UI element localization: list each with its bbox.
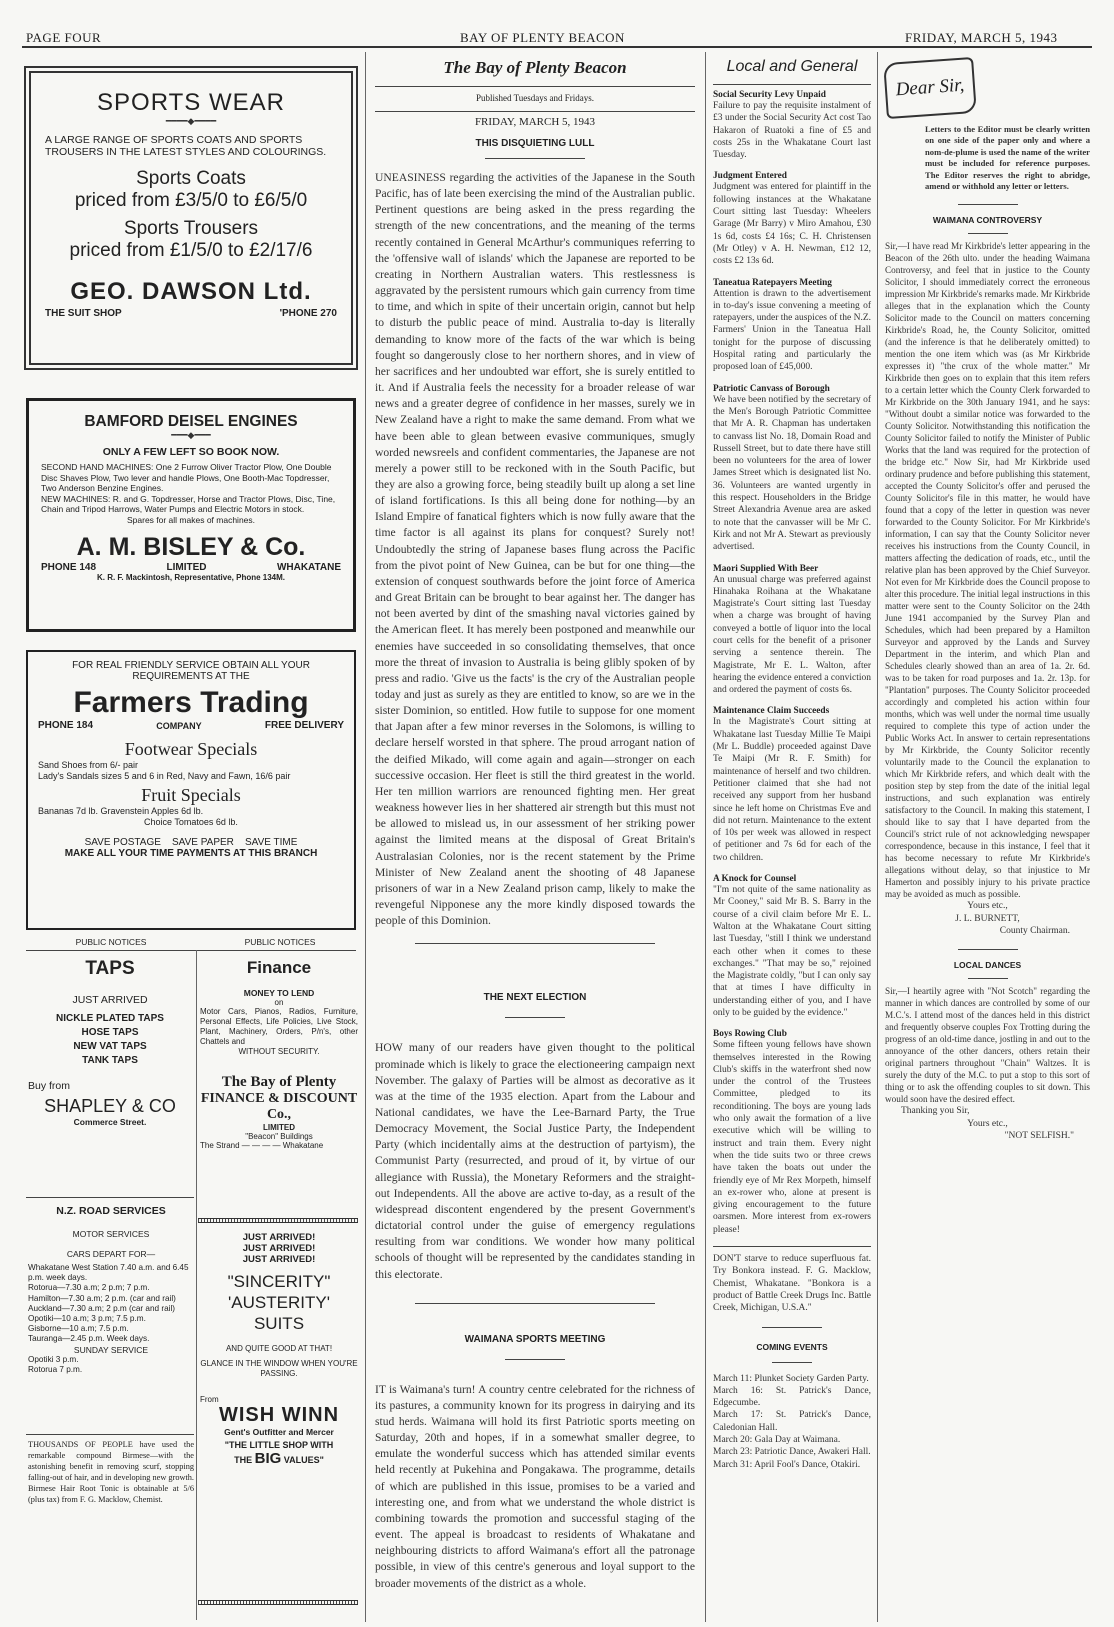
finance-firm-1: The Bay of Plenty bbox=[221, 1074, 337, 1090]
farmers-phone: PHONE 184 bbox=[38, 720, 94, 731]
cars-depart: CARS DEPART FOR— bbox=[66, 1249, 156, 1259]
footwear-heading: Footwear Specials bbox=[124, 739, 258, 759]
local-heading: Taneatua Ratepayers Meeting bbox=[713, 277, 832, 288]
winn-values: VALUES" bbox=[283, 1455, 324, 1465]
taps-line-1: NICKLE PLATED TAPS bbox=[56, 1013, 164, 1024]
local-heading: Social Security Levy Unpaid bbox=[713, 90, 826, 100]
ornament-icon: ━━━◆━━━ bbox=[171, 430, 211, 440]
coming-event: March 17: St. Patrick's Dance, Caledonian Hall. bbox=[713, 1410, 871, 1433]
taps-title: TAPS bbox=[85, 958, 135, 979]
fruit-line-1: Bananas 7d lb. Gravenstein Apples 6d lb. bbox=[38, 806, 204, 816]
local-heading: Maori Supplied With Beer bbox=[713, 563, 819, 574]
sunday-service: SUNDAY SERVICE bbox=[73, 1344, 149, 1355]
fruit-line-2: Choice Tomatoes 6d lb. bbox=[144, 816, 238, 827]
article-lull: UNEASINESS regarding the activities of the Japanese in the South Pacific, has of late been exercising the mind of the Australian public. Pertinent questions are being asked in the press regarding the strength of the new concentrations, and the meaning of the terms recently contained in General McArthur's communiques referring to the 'offensive wall of islands' which the Japanese are reported to be creating in Northern Australian waters. This restlessness is aggravated by the persistent rumours which gain currency from time to time, and which in spite of their uncertain origin, cannot but help to disturb the public peace of mind. Australia to-day is literally demanding to know more of the facts of the war which is being fought so dangerously close to her northern shores, and in view of her sacrifices and her undoubted war effort, she is surely entitled to it. And if Australia feels the necessity for a broader release of war news and a greater degree of confidence in her masses, surely we in New Zealand have a right to make the same demand. From what we have been able to glean between evasive communiques, smugly worded newsreels and confident commentaries, the Japanese are not merely a power still to be reckoned with in the South Pacific, but they are also a growing force, being steadily built up along a set line of island fortifications. Is this all being done for nothing—by an Island Empire of fanatical fighters which is now fully aware that the time factor is all against its plans for conquest? Surely not! Undoubtedly the string of Japanese bases flung across the Pacific from the pivot point of New Guinea, can be but for one thing—the extension of conquest southwards before the joint force of America and Great Britain can be brought to bear against her. The danger has not been averted by dint of the smashing naval victories gained by the American fleet. It has merely been postponed and meanwhile our enemies have succeeded in so consolidating themselves, that once more the threat of invasion to Australia is being glibly spoken of by press and radio. 'Give us the facts' is the cry of the Australian people today and just as surely as they are entitled to know, so are we in the sister Dominion, so entitled. How futile to suppose for one moment that Japan after a few minor reverses in the Solomons, is willing to declare herself worsted in that sphere. The proud arrogant nation of the deified Mikado, will come again and again—stronger on each successive occasion. Her fleet is still the third greatest in the world. Her ten million warriors are renounced fighting men. Her great weakness however lies in her shattered air strength but this must not be allowed to mislead us, in our assessment of her striking power against the limited means at the disposal of Great Britain's Australasian Colonies, nor is the recent statement by the Prime Minister of New Zealand anent the shooting of 48 Japanese prisoners of war in a New Zealand prison camp, likely to make the revengeful Nipponese any the more kindly disposed towards the people of this Dominion. bbox=[375, 171, 695, 928]
headline-waimana: WAIMANA SPORTS MEETING bbox=[464, 1333, 606, 1345]
letter-sign: J. L. BURNETT, bbox=[955, 913, 1020, 924]
austerity: 'AUSTERITY' bbox=[228, 1293, 330, 1312]
trousers-line-1: Sports Trousers bbox=[123, 218, 259, 239]
dear-sir-logo: Dear Sir, bbox=[883, 57, 977, 119]
published-line: Published Tuesdays and Fridays. bbox=[475, 93, 594, 103]
coming-event: March 31: April Fool's Dance, Otakiri. bbox=[713, 1459, 861, 1470]
local-item: We have been notified by the secretary of the Men's Borough Patriotic Committee that Mr A. R. Chapman has undertaken to canvass list No. 18, Domain Road and Russell Street, but to date there have still been no volunteers for the area of lower James Street which is designated list No. 36. Volunteers are wanted urgently in this respect. Householders in the Bridge Street Alexandria Avenue area are asked to note that the canvasser will be Mr C. Kirk and not Mr A. Stewart as previously advertised. bbox=[713, 394, 871, 553]
fruit-heading: Fruit Specials bbox=[141, 785, 241, 805]
finance-on: on bbox=[274, 998, 284, 1007]
farmers-company: COMPANY bbox=[156, 721, 202, 731]
quite-good: AND QUITE GOOD AT THAT! bbox=[225, 1344, 333, 1353]
article-election: HOW many of our readers have given thought to the political prominade which is likely to grace the electioneering campaign next November. The galaxy of Parties will be almost as decorative as it was at the time of the 1935 election. Apart from the Labour and National candidates, we have the Lee-Barnard Party, the True Democracy Movement, the Social Justice Party, the Independent Party (which incidentally aims at the destruction of partyism), the Communist Party (resurrected, and proud of it, by virtue of our allegiance with Russia), the Monetary Reformers and the straight-out Independents. All the above are active to-day, as a result of the widespread discontent engendered by the present Government's dictatorial control under the guise of emergency regulations resulting from war conditions. We wonder how many political schools of thought will be represented by the candidates standing in this electorate. bbox=[375, 1041, 695, 1281]
sports-wear-title: SPORTS WEAR bbox=[97, 89, 285, 116]
public-notices-right: PUBLIC NOTICES bbox=[244, 937, 316, 947]
letter-sign: Thanking you Sir, bbox=[901, 1106, 970, 1117]
spares: Spares for all makes of machines. bbox=[126, 514, 256, 525]
farmers-delivery: FREE DELIVERY bbox=[264, 720, 344, 731]
footwear-line-1: Sand Shoes from 6/- pair bbox=[38, 760, 139, 770]
time-payments: MAKE ALL YOUR TIME PAYMENTS AT THIS BRANCH bbox=[64, 848, 318, 859]
road-title: N.Z. ROAD SERVICES bbox=[56, 1205, 166, 1217]
taps-ad bbox=[28, 958, 192, 1127]
new-machines: NEW MACHINES: R. and G. Topdresser, Horse and Tractor Plows, Disc, Tine, Chain and Tripod Harrows, Water Pumps and Electric Motors in stock. bbox=[41, 493, 336, 514]
route-line: Tauranga—2.45 p.m. Week days. bbox=[28, 1334, 150, 1344]
coming-event: March 23: Patriotic Dance, Awakeri Hall. bbox=[713, 1447, 871, 1458]
bisley-rep: K. R. F. Mackintosh, Representative, Phone 134M. bbox=[96, 573, 286, 582]
winn-from: From bbox=[200, 1395, 219, 1404]
page-number: PAGE FOUR bbox=[26, 30, 102, 45]
finance-firm-2: FINANCE & DISCOUNT Co., bbox=[200, 1091, 358, 1122]
sunday-line-2: Rotorua 7 p.m. bbox=[28, 1364, 83, 1374]
local-item: In the Magistrate's Court sitting at Whakatane last Tuesday Millie Te Maipi (Mr L. Buddle) proceeded against Dave Te Maipi (Mr R. F. Smith) for maintenance of herself and two children. Petitioner claimed that she had not received any support from her husband since he left home on Christmas Eve and did not return. Maintenance to the extent of 10s per week was allowed in respect of petitioner and 7s 6d for each of the two children. bbox=[713, 717, 871, 863]
taps-line-3: NEW VAT TAPS bbox=[73, 1041, 147, 1052]
local-item: "I'm not quite of the same nationality as Mr Cooney," said Mr B. S. Barry in the course of a civil claim before Mr E. L. Walton at the Whakatane Court sitting last Tuesday, "still I think we understand each other when it comes to these exchanges." "That may be so," rejoined the Magistrate coldly, "but I can only say that at times I have difficulty in understanding either of you, and I have only to be guided by the evidence." bbox=[713, 885, 871, 1018]
bonkora-ad: DON'T starve to reduce superfluous fat. Try Bonkora instead. F. G. Macklow, Chemist, Whakatane. "Bonkora is a product of Battle Creek Drugs Inc. Battle Creek, Michigan, U.S.A." bbox=[713, 1254, 871, 1314]
taps-buy: Buy from bbox=[28, 1080, 71, 1092]
birmese-ad: THOUSANDS OF PEOPLE have used the remarkable compound Birmese—with the astonishing benefit in removing scurf, stopping falling-out of hair, and in developing new growth. Birmese Hair Root Tonic is obtainable at 5/6 (plus tax) from F. G. Macklow, Chemist. bbox=[28, 1440, 194, 1504]
coming-event: March 16: St. Patrick's Dance, Edgecumbe. bbox=[713, 1385, 871, 1409]
coats-line-2: priced from £3/5/0 to £6/5/0 bbox=[74, 190, 308, 211]
issue-date: FRIDAY, MARCH 5, 1943 bbox=[905, 30, 1058, 45]
editorial-column bbox=[375, 58, 695, 1592]
column-rule-2 bbox=[705, 52, 706, 1622]
farmers-name: Farmers Trading bbox=[73, 686, 309, 719]
save-line: SAVE POSTAGE SAVE PAPER SAVE TIME bbox=[84, 837, 298, 848]
bisley-limited: LIMITED bbox=[166, 562, 207, 573]
local-item: Failure to pay the requisite instalment of £3 under the Social Security Act cost Tao Hakaron of Ruatoki a fine of £5 and costs 25s in the Whakatane Court last Tuesday. bbox=[713, 101, 871, 161]
taps-arrived: JUST ARRIVED bbox=[72, 994, 148, 1006]
letter-dances: Sir,—I heartily agree with "Not Scotch" regarding the manner in which dances are controlled by some of our M.C.'s. I attend most of the dances held in this district and frequently observe couples Fox Trotting during the progress of an old-time dance, jostling in and out to the annoyance of the other dancers, others retain their original partners throughout "Chain" Waltzes. It is surely the duty of the M.C. to put a stop to this sort of thing or to ask the offending couples to sit down. This would soon have the desired effect. bbox=[885, 986, 1090, 1105]
letter-waimana: Sir,—I have read Mr Kirkbride's letter appearing in the Beacon of the 26th ulto. under the heading Waimana Controversy, and feel that in justice to the County Solicitor, I should immediately correct the erroneous impression Mr Kirkbride's remarks made. Mr Kirkbride alleges that in the explanation which the County Solicitor made to the Council on matters concerning Kirkbride's Road, he, the County Solicitor, omitted (and the inference is that he deliberately omitted) to mention the one item which was (as Mr Kirkbride expresses it) "the crux of the whole matter." Mr Kirkbride then goes on to explain that this item refers to a certain letter which the County Clerk forwarded to Mr Kirkbride on the 30th January 1941, and he says: "Without doubt a similar notice was forwarded to the County Solicitor. Notwithstanding this notification the County Solicitor failed to notify the Minister of Public Works that the land was required for the protection of the bridge etc." Now Sir, had Mr Kirkbride used ordinary prudence and before publishing this statement, accepted the County Solicitor's offer and perused the County Solicitor's file in this matter, he would have found that a copy of the letter in question was never forwarded to the County Solicitor. For Mr Kirkbride's information, I can say that the County Solicitor never receives his instructions from the County Council, in matters affecting the dedication of roads, etc., until the relative plan has been approved by the Chief Surveyor. Not even for Mr Kirkbride does the Council propose to alter this procedure. The initial legal instructions in this matter were sent to the County Solicitor on the 24th June 1941 accompanied by the Survey Plan and Schedules, which had been prepared by a Hamilton Surveyor and approved by the Lands and Survey Department in the interim, and which Plan and Schedules clearly showed than an area of 1a. 2r. 6d. was to be taken for road purposes and 1a. 2r. 13p. for "Plantation" purposes. The County Solicitor proceeded accordingly and completed his action within four months, which was well under the normal time usually required to complete this type of action under the Public Works Act. In answer to certain representations by Mr Kirkbride, the County Solicitor recently voluntarily made to the Council the explanation to which Mr Kirkbride refers, and which dealt with the position step by step from the date of the initial legal instructions, and such explanation was entirely satisfactory to the Council. In making this statement, I should like to say that I have departed from the Council's strict rule of not acknowledging newspaper correspondence, because in this instance, I feel that it has become necessary to refute Mr Kirkbride's allegations without delay, so that injustice to Mr Hamerton and possibly injury to his private practice may be avoided as much as possible. bbox=[885, 241, 1091, 900]
beacon-buildings: "Beacon" Buildings bbox=[245, 1132, 313, 1141]
finance-title: Finance bbox=[246, 958, 312, 977]
route-line: Auckland—7.30 a.m; 2 p.m (car and rail) bbox=[28, 1303, 175, 1313]
farmers-ad bbox=[26, 650, 356, 930]
letters-column bbox=[885, 60, 1090, 1142]
bamford-ad bbox=[26, 398, 356, 632]
footwear-line-2: Lady's Sandals sizes 5 and 6 in Red, Navy and Fawn, 16/6 pair bbox=[38, 770, 291, 781]
article-waimana: IT is Waimana's turn! A country centre celebrated for the richness of its pastures, a community known for its progress in dairying and its stud herds. Waimana will hold its first Patriotic sports meeting on Saturday, 20th and hopes, if in a somewhat smaller degree, to emulate the wonderful success which has attended similar events held recently at Pukehina and Pongakawa. The programme, details of which are published in this issue, promises to be a varied and interesting one, and from what we understand the whole district is combining towards the promotion and successful staging of the event. The appeal is broadcast to residents of Whakatane and neighbouring districts to afford Waimana's effort all the patronage possible, in view of this centre's generous and loyal support to the broader movements of the district as a whole. bbox=[375, 1382, 695, 1590]
paper-title: BAY OF PLENTY BEACON bbox=[460, 30, 625, 45]
winn-firm: WISH WINN bbox=[218, 1404, 340, 1426]
local-heading: Boys Rowing Club bbox=[713, 1029, 787, 1040]
local-heading: Patriotic Canvass of Borough bbox=[713, 383, 830, 394]
second-hand: SECOND HAND MACHINES: One 2 Furrow Oliver Tractor Plow, One Double Disc Shaves Plow, Two lever and handle Plows, One Booth-Mac Topdresser, Two Anderson Benzine Engines. bbox=[41, 462, 332, 493]
motor-services: MOTOR SERVICES bbox=[72, 1229, 150, 1239]
coming-events-title: COMING EVENTS bbox=[756, 1341, 828, 1352]
coming-event: March 11: Plunket Society Garden Party. bbox=[713, 1373, 869, 1384]
winn-the: THE bbox=[234, 1455, 253, 1465]
bisley-town: WHAKATANE bbox=[276, 562, 341, 573]
winn-big: BIG bbox=[254, 1450, 282, 1467]
dawson-phone: 'PHONE 270 bbox=[279, 308, 337, 319]
editorial-date: FRIDAY, MARCH 5, 1943 bbox=[474, 116, 596, 128]
letters-heading-2: LOCAL DANCES bbox=[953, 960, 1022, 971]
route-line: Opotiki—10 a.m; 3 p.m; 7.5 p.m. bbox=[28, 1314, 146, 1324]
sports-wear-blurb: A LARGE RANGE OF SPORTS COATS AND SPORTS TROUSERS IN THE LATEST STYLES AND COLOURINGS. bbox=[45, 134, 327, 158]
local-item: An unusual charge was preferred against Hinahaka Roihana at the Whakatane Magistrate's Court sitting last Tuesday when a charge was brought of having conveyed a bottle of liquor into the local court cells for the benefit of a prisoner serving a sentence therein. The Magistrate, Mr E. L. Walton, after hearing the evidence entered a conviction and ordered the payment of costs 6s. bbox=[713, 574, 871, 696]
local-general-column bbox=[713, 58, 871, 1471]
shapley-street: Commerce Street. bbox=[73, 1117, 147, 1127]
letters-heading-1: WAIMANA CONTROVERSY bbox=[932, 215, 1043, 226]
local-heading: A Knock for Counsel bbox=[713, 874, 797, 885]
coming-event: March 20: Gala Day at Waimana. bbox=[713, 1435, 841, 1446]
letters-note: Letters to the Editor must be clearly written on one side of the paper only and where a nom-de-plume is used the name of the writer must be included for reference purposes. The Editor reserves the right to abridge, amend or withhold any letter or letters. bbox=[925, 124, 1090, 192]
finance-ad bbox=[200, 958, 358, 1150]
just-arrived: JUST ARRIVED! bbox=[242, 1232, 316, 1243]
farmers-intro: FOR REAL FRIENDLY SERVICE OBTAIN ALL YOUR REQUIREMENTS AT THE bbox=[72, 660, 310, 682]
headline-lull: THIS DISQUIETING LULL bbox=[475, 138, 595, 149]
without-security: WITHOUT SECURITY. bbox=[238, 1047, 320, 1056]
headline-election: THE NEXT ELECTION bbox=[483, 992, 587, 1004]
dawson-firm: GEO. DAWSON Ltd. bbox=[70, 278, 312, 305]
trousers-line-2: priced from £1/5/0 to £2/17/6 bbox=[69, 240, 313, 261]
suits: SUITS bbox=[253, 1314, 305, 1333]
taps-line-2: HOSE TAPS bbox=[81, 1027, 139, 1038]
nameplate: The Bay of Plenty Beacon bbox=[443, 58, 627, 77]
local-heading: Judgment Entered bbox=[713, 171, 787, 182]
local-title: Local and General bbox=[726, 58, 858, 75]
winn-outfitter: Gent's Outfitter and Mercer bbox=[224, 1427, 334, 1437]
letter-sign: Yours etc., bbox=[967, 1118, 1008, 1129]
column-rule-1 bbox=[365, 52, 366, 1622]
route-line: Hamilton—7.30 a.m; 2 p.m. (car and rail) bbox=[28, 1293, 176, 1303]
letter-sign: "NOT SELFISH." bbox=[1004, 1130, 1074, 1141]
money-to-lend: MONEY TO LEND bbox=[243, 988, 315, 998]
local-item: Some fifteen young fellows have shown themselves interested in the Rowing Club's skiffs in the waterfront shed now under the control of the Trustees Committee, pledged to its reconditioning. The boys are young lads who only await the formation of a live executive which will be willing to instruct and train them. Every night when the tide suits two or three crews have taken the boats out under the friendly eye of Mr Rex Morpeth, himself an ex-rower who, alone at present is giving encouragement to the future oarsmen. More interest from ex-rowers please! bbox=[713, 1040, 871, 1235]
shapley-firm: SHAPLEY & CO bbox=[44, 1096, 176, 1116]
bamford-title: BAMFORD DEISEL ENGINES bbox=[84, 413, 298, 430]
sunday-line-1: Opotiki 3 p.m. bbox=[28, 1354, 79, 1364]
sports-wear-ad bbox=[24, 66, 358, 370]
bamford-subtitle: ONLY A FEW LEFT SO BOOK NOW. bbox=[102, 446, 280, 458]
little-shop: "THE LITTLE SHOP WITH bbox=[224, 1440, 334, 1450]
ornament-icon: ━━━━◆━━━━ bbox=[165, 116, 217, 126]
road-services-ad bbox=[28, 1205, 194, 1375]
route-line: Rotorua—7.30 a.m; 2 p.m; 7 p.m. bbox=[28, 1283, 150, 1293]
sincerity: "SINCERITY" bbox=[227, 1272, 331, 1291]
column-rule-3 bbox=[877, 52, 878, 1622]
bisley-firm: A. M. BISLEY & Co. bbox=[76, 533, 306, 561]
coats-line-1: Sports Coats bbox=[136, 168, 246, 189]
public-notices-left: PUBLIC NOTICES bbox=[75, 937, 147, 947]
finance-limited: LIMITED bbox=[263, 1123, 295, 1132]
winn-ad bbox=[200, 1232, 358, 1467]
letter-sign: Yours etc., bbox=[967, 901, 1008, 912]
just-arrived: JUST ARRIVED! bbox=[242, 1243, 316, 1254]
local-item: Judgment was entered for plaintiff in the following instances at the Whakatane Court sitting last Tuesday: Wheelers Garage (Mr Barry) v Miro Amahou, £30 1s 6d, costs £4 16s; C. H. Christensen (Mr Otley) v A. H. Newman, £12 12, costs £2 13s 6d. bbox=[713, 182, 871, 267]
suit-shop: THE SUIT SHOP bbox=[45, 308, 122, 319]
letter-sign: County Chairman. bbox=[999, 926, 1070, 937]
route-line: Whakatane West Station 7.40 a.m. and 6.45 p.m. week days. bbox=[28, 1263, 189, 1283]
local-heading: Maintenance Claim Succeeds bbox=[713, 706, 830, 717]
finance-strand: The Strand — — — — Whakatane bbox=[200, 1141, 324, 1150]
glance-window: GLANCE IN THE WINDOW WHEN YOU'RE PASSING. bbox=[200, 1359, 358, 1378]
bisley-phone: PHONE 148 bbox=[41, 562, 97, 573]
taps-line-4: TANK TAPS bbox=[82, 1055, 138, 1066]
local-item: Attention is drawn to the advertisement in to-day's issue convening a meeting of ratepayers, under the auspices of the N.Z. Farmers' Union in the Taneatua Hall tonight for the purpose of discussing Hospital rating and particularly the proposed loan of £45,000. bbox=[713, 288, 872, 373]
finance-body: Motor Cars, Pianos, Radios, Furniture, Personal Effects, Life Policies, Live Stock, Plant, Machinery, Orders, P/n's, other Chattels and bbox=[200, 1007, 358, 1046]
masthead-rule bbox=[22, 46, 1092, 48]
just-arrived: JUST ARRIVED! bbox=[242, 1254, 316, 1265]
route-line: Gisborne—10 a.m; 7.5 p.m. bbox=[28, 1324, 129, 1334]
